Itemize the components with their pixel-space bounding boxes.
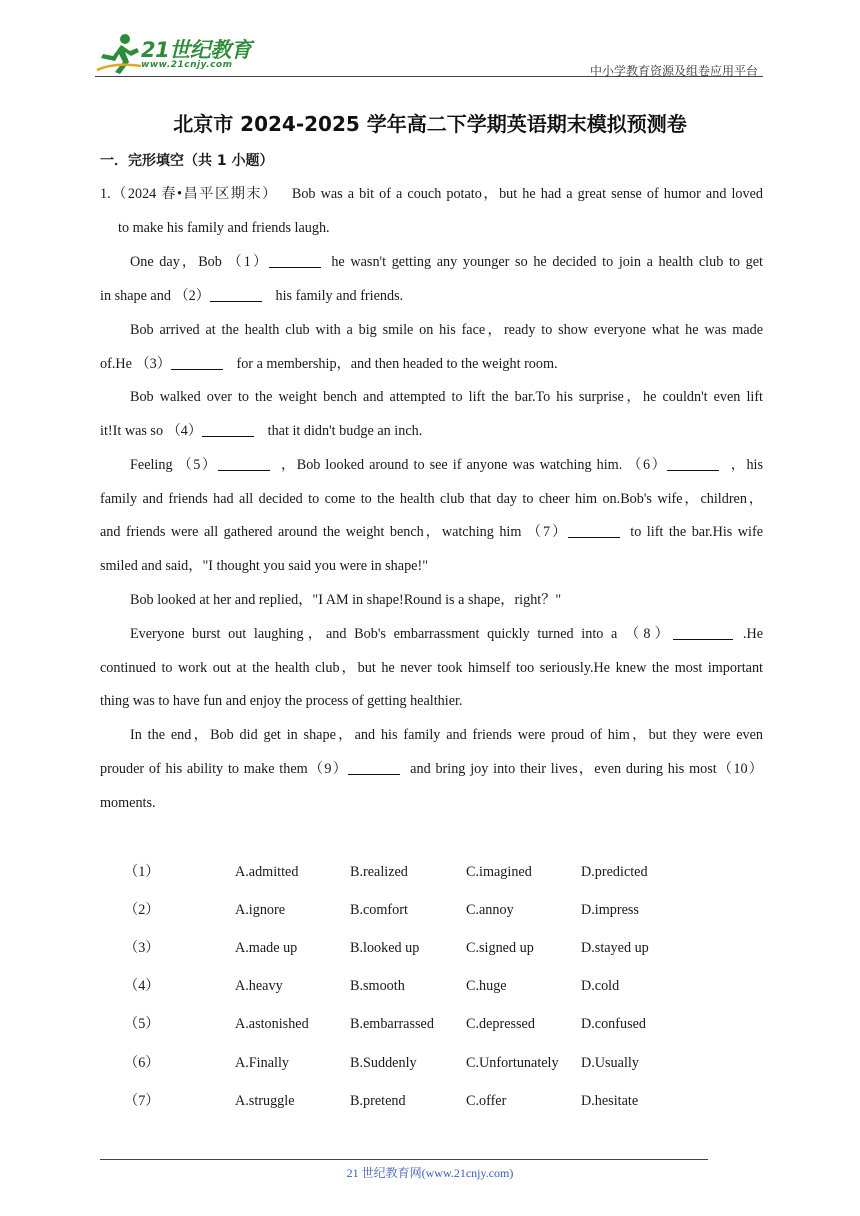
- option-b[interactable]: B.looked up: [350, 940, 420, 956]
- option-number: （6）: [124, 1055, 160, 1071]
- passage-line: moments.: [100, 795, 156, 811]
- option-number: （3）: [124, 940, 160, 956]
- option-b[interactable]: B.Suddenly: [350, 1055, 417, 1071]
- option-c[interactable]: C.signed up: [466, 940, 534, 956]
- option-number: （2）: [124, 902, 160, 918]
- passage-line: continued to work out at the health club，but he never took himself too seriously.He knew the most important: [100, 660, 763, 676]
- section-heading: 一．完形填空（共 1 小题）: [100, 153, 274, 169]
- blank-9: [348, 760, 400, 775]
- option-a[interactable]: A.astonished: [235, 1016, 309, 1032]
- option-b[interactable]: B.realized: [350, 864, 408, 880]
- option-c[interactable]: C.imagined: [466, 864, 532, 880]
- option-d[interactable]: D.Usually: [581, 1055, 639, 1071]
- footer-link[interactable]: 21 世纪教育网(www.21cnjy.com): [346, 1166, 514, 1180]
- passage-line: Bob looked at her and replied，"I AM in shape!Round is a shape，right？": [130, 592, 562, 608]
- passage-line: and friends were all gathered around the weight bench，watching him （7） to lift the bar.His wife: [100, 524, 763, 540]
- passage-line: Bob arrived at the health club with a big smile on his face，ready to show everyone what he was made: [130, 322, 763, 338]
- footer-divider: [100, 1159, 708, 1160]
- logo-url-text: www.21cnjy.com: [141, 60, 233, 70]
- option-d[interactable]: D.hesitate: [581, 1093, 639, 1109]
- option-b[interactable]: B.pretend: [350, 1093, 406, 1109]
- blank-5: [218, 456, 270, 471]
- passage-line: Bob walked over to the weight bench and attempted to lift the bar.To his surprise，he couldn't even lift: [130, 389, 763, 405]
- option-d[interactable]: D.confused: [581, 1016, 647, 1032]
- option-d[interactable]: D.cold: [581, 978, 620, 994]
- passage-line: of.He （3） for a membership，and then headed to the weight room.: [100, 356, 558, 372]
- option-d[interactable]: D.impress: [581, 902, 639, 918]
- passage-line: thing was to have fun and enjoy the process of getting healthier.: [100, 693, 463, 709]
- option-b[interactable]: B.embarrassed: [350, 1016, 434, 1032]
- passage-line: prouder of his ability to make them（9） and bring joy into their lives，even during his most（10）: [100, 761, 763, 777]
- header-divider: [95, 76, 763, 77]
- passage-line: in shape and （2） his family and friends.: [100, 288, 404, 304]
- option-c[interactable]: C.offer: [466, 1093, 507, 1109]
- blank-8: [673, 625, 733, 640]
- option-c[interactable]: C.depressed: [466, 1016, 535, 1032]
- option-a[interactable]: A.ignore: [235, 902, 286, 918]
- header-slogan: 中小学教育资源及组卷应用平台: [589, 64, 758, 78]
- option-c[interactable]: C.Unfortunately: [466, 1055, 559, 1071]
- logo-brand-text: 21世纪教育: [141, 38, 252, 62]
- page-header: [95, 28, 763, 80]
- passage-line: it!It was so （4） that it didn't budge an inch.: [100, 423, 423, 439]
- option-b[interactable]: B.smooth: [350, 978, 405, 994]
- passage-line: One day，Bob （1） he wasn't getting any younger so he decided to join a health club to get: [130, 254, 763, 270]
- passage-line: to make his family and friends laugh.: [118, 220, 330, 236]
- passage-line: family and friends had all decided to come to the health club that day to cheer him on.Bob's wife，children，: [100, 491, 763, 507]
- passage-line: Feeling （5） ，Bob looked around to see if anyone was watching him. （6） ，his: [130, 457, 764, 473]
- question-number: 1.（2024 春•昌平区期末）: [100, 186, 278, 202]
- option-a[interactable]: A.struggle: [235, 1093, 295, 1109]
- option-c[interactable]: C.huge: [466, 978, 507, 994]
- blank-1: [269, 253, 321, 268]
- blank-7: [568, 523, 620, 538]
- site-logo[interactable]: [95, 32, 260, 76]
- option-a[interactable]: A.Finally: [235, 1055, 289, 1071]
- runner-logo-icon: [95, 32, 143, 76]
- option-number: （1）: [124, 864, 160, 880]
- option-d[interactable]: D.stayed up: [581, 940, 649, 956]
- option-a[interactable]: A.heavy: [235, 978, 283, 994]
- option-number: （5）: [124, 1016, 160, 1032]
- option-a[interactable]: A.made up: [235, 940, 298, 956]
- option-number: （7）: [124, 1093, 160, 1109]
- option-c[interactable]: C.annoy: [466, 902, 514, 918]
- blank-3: [171, 355, 223, 370]
- passage-line: smiled and said，"I thought you said you were in shape!": [100, 558, 428, 574]
- option-d[interactable]: D.predicted: [581, 864, 648, 880]
- blank-6: [667, 456, 719, 471]
- passage-line: Everyone burst out laughing，and Bob's embarrassment quickly turned into a （8） .He: [130, 626, 763, 642]
- option-a[interactable]: A.admitted: [235, 864, 299, 880]
- blank-2: [210, 287, 262, 302]
- option-number: （4）: [124, 978, 160, 994]
- blank-4: [202, 422, 254, 437]
- passage-line: 1.（2024 春•昌平区期末） Bob was a bit of a couch potato，but he had a great sense of humor and loved: [100, 186, 764, 202]
- passage-line: In the end，Bob did get in shape，and his family and friends were proud of him，but they were even: [130, 727, 763, 743]
- page-title: 北京市 2024-2025 学年高二下学期英语期末模拟预测卷: [173, 112, 687, 136]
- option-b[interactable]: B.comfort: [350, 902, 408, 918]
